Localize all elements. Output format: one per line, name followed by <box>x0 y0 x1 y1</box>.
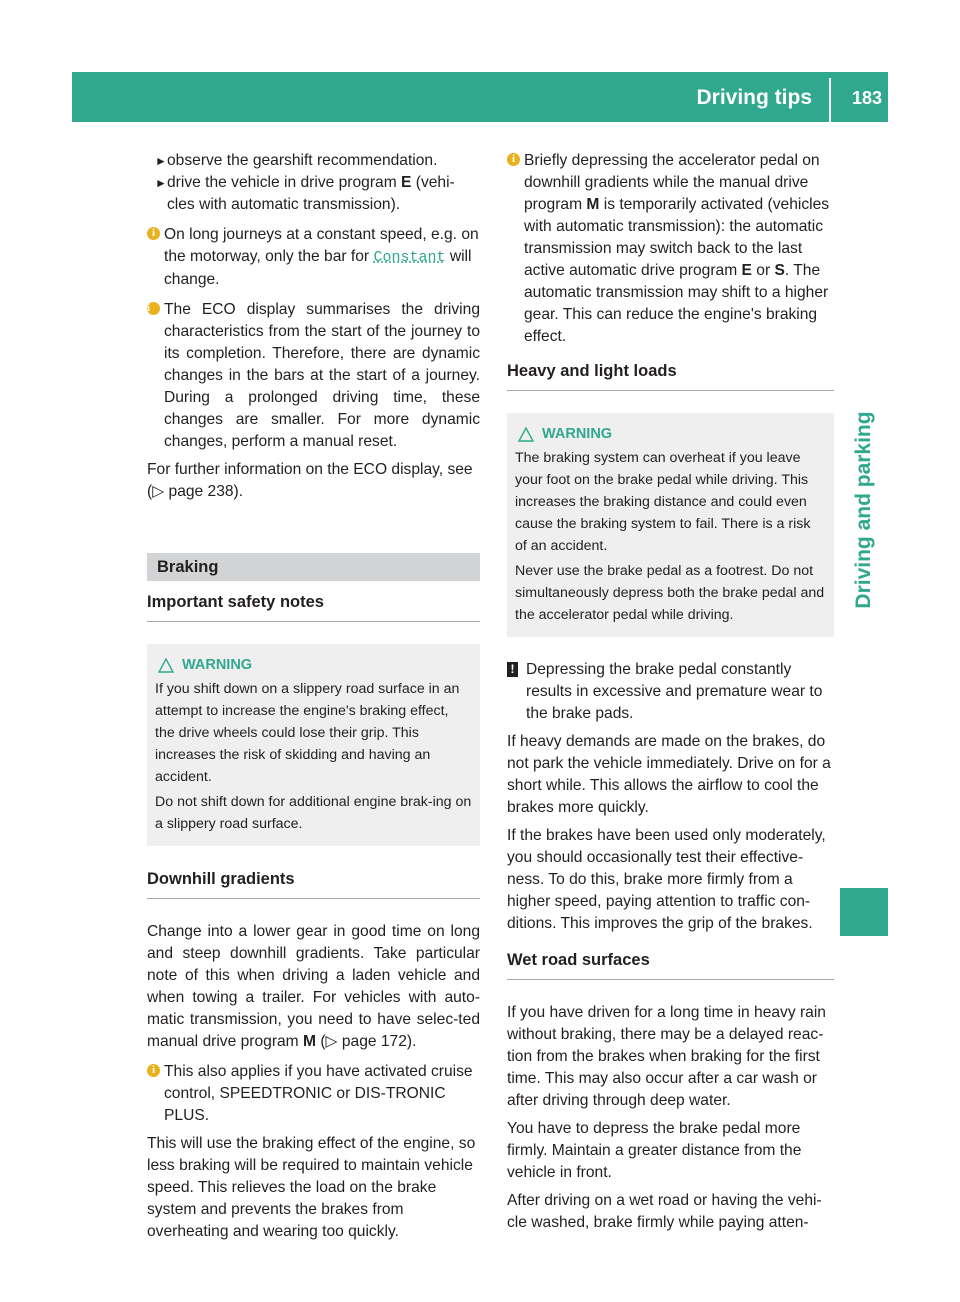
warning-triangle-icon <box>518 427 534 442</box>
section-heading: Braking <box>147 553 480 581</box>
warning-text: The braking system can overheat if you leave your foot on the brake pedal while driving. This increases the braking distance and could even cause the braking system to fail. There is a risk of an accident. <box>515 450 811 554</box>
section-side-tab <box>840 122 888 902</box>
chapter-title: Driving tips <box>696 86 812 109</box>
exclamation-icon: ! <box>507 662 518 677</box>
paragraph: If heavy demands are made on the brakes, do not park the vehicle immediately. Drive on for a short while. This allows the airflow to cool the brakes more quickly. <box>507 733 831 816</box>
header-divider <box>829 78 831 122</box>
info-note: i On long journeys at a constant speed, e.g. on the motorway, only the bar for Constant will change. <box>147 224 480 291</box>
list-item: ► drive the vehicle in drive program E (vehi-cles with automatic transmission). <box>155 174 455 213</box>
paragraph: This will use the braking effect of the engine, so less braking will be required to maintain vehicle speed. This relieves the load on the brake system and prevents the brakes from overheating and wearing too quickly. <box>147 1135 476 1240</box>
warning-box <box>147 644 480 846</box>
paragraph: If you have driven for a long time in heavy rain without braking, there may be a delayed reac-tion from the brakes when braking for the first time. This may also occur after a car wash or after driving through deep water. <box>507 1004 826 1109</box>
caution-note: ! Depressing the brake pedal constantly results in excessive and premature wear to the brake pads. <box>507 659 834 725</box>
header-bar <box>72 72 888 122</box>
info-icon: i <box>147 302 160 315</box>
warning-title: WARNING <box>182 657 253 673</box>
side-tab-marker <box>840 888 888 936</box>
info-icon: i <box>507 153 520 166</box>
bullet-icon: ► <box>155 154 167 168</box>
page-number: 183 <box>851 88 882 108</box>
paragraph: For further information on the ECO display, see (▷ page 238). <box>147 461 473 500</box>
warning-text: Do not shift down for additional engine brak-ing on a slippery road surface. <box>155 794 472 832</box>
info-note: i The ECO display summarises the driving characteristics from the start of the journey to its completion. Therefore, there are dynamic changes in the bars at the start of a journey. During a prolonged driving time, these changes are smaller. For more dynamic changes, perform a manual reset. <box>147 301 480 450</box>
display-text-constant: Constant <box>373 249 446 266</box>
paragraph: Change into a lower gear in good time on long and steep downhill gradients. Take particular note of this when driving a laden vehicle and when towing a trailer. For vehicles with auto-matic transmission, you need to have selec-ted manual drive program M (▷ page 172). <box>147 923 480 1050</box>
side-tab-label: Driving and parking <box>852 411 875 609</box>
paragraph: You have to depress the brake pedal more firmly. Maintain a greater distance from the vehicle in front. <box>507 1120 802 1181</box>
left-column <box>147 150 480 1249</box>
info-icon: i <box>147 227 160 240</box>
subheading: Downhill gradients <box>147 868 480 899</box>
info-note: i This also applies if you have activated cruise control, SPEEDTRONIC or DIS-TRONIC PLUS. <box>147 1061 480 1127</box>
paragraph: After driving on a wet road or having the vehi-cle washed, brake firmly while paying atten- <box>507 1192 822 1231</box>
paragraph: If the brakes have been used only moderately, you should occasionally test their effective-ness. To do this, brake more firmly from a higher speed, paying attention to traffic con-ditions. This improves the grip of the brakes. <box>507 827 826 932</box>
info-note: i Briefly depressing the accelerator pedal on downhill gradients while the manual drive program M is temporarily activated (vehicles with automatic transmission): the automatic transmission may switch back to the last active automatic drive program E or S. The automatic transmission may shift to a higher gear. This can reduce the engine's braking effect. <box>507 150 834 348</box>
warning-triangle-icon <box>158 658 174 673</box>
warning-text: Never use the brake pedal as a footrest. Do not simultaneously depress both the brake pedal and the accelerator pedal while driving. <box>515 563 825 623</box>
info-icon: i <box>147 1064 160 1077</box>
warning-text: If you shift down on a slippery road surface in an attempt to increase the engine's braking effect, the drive wheels could lose their grip. This increases the risk of skidding and having an accident. <box>155 681 460 785</box>
subheading: Wet road surfaces <box>507 949 834 980</box>
subheading: Heavy and light loads <box>507 360 834 391</box>
warning-box <box>507 413 834 637</box>
bullet-icon: ► <box>155 176 167 190</box>
warning-title: WARNING <box>542 426 613 442</box>
right-column <box>507 150 834 1240</box>
subheading: Important safety notes <box>147 591 480 622</box>
list-item: ► observe the gearshift recommendation. <box>147 150 480 172</box>
